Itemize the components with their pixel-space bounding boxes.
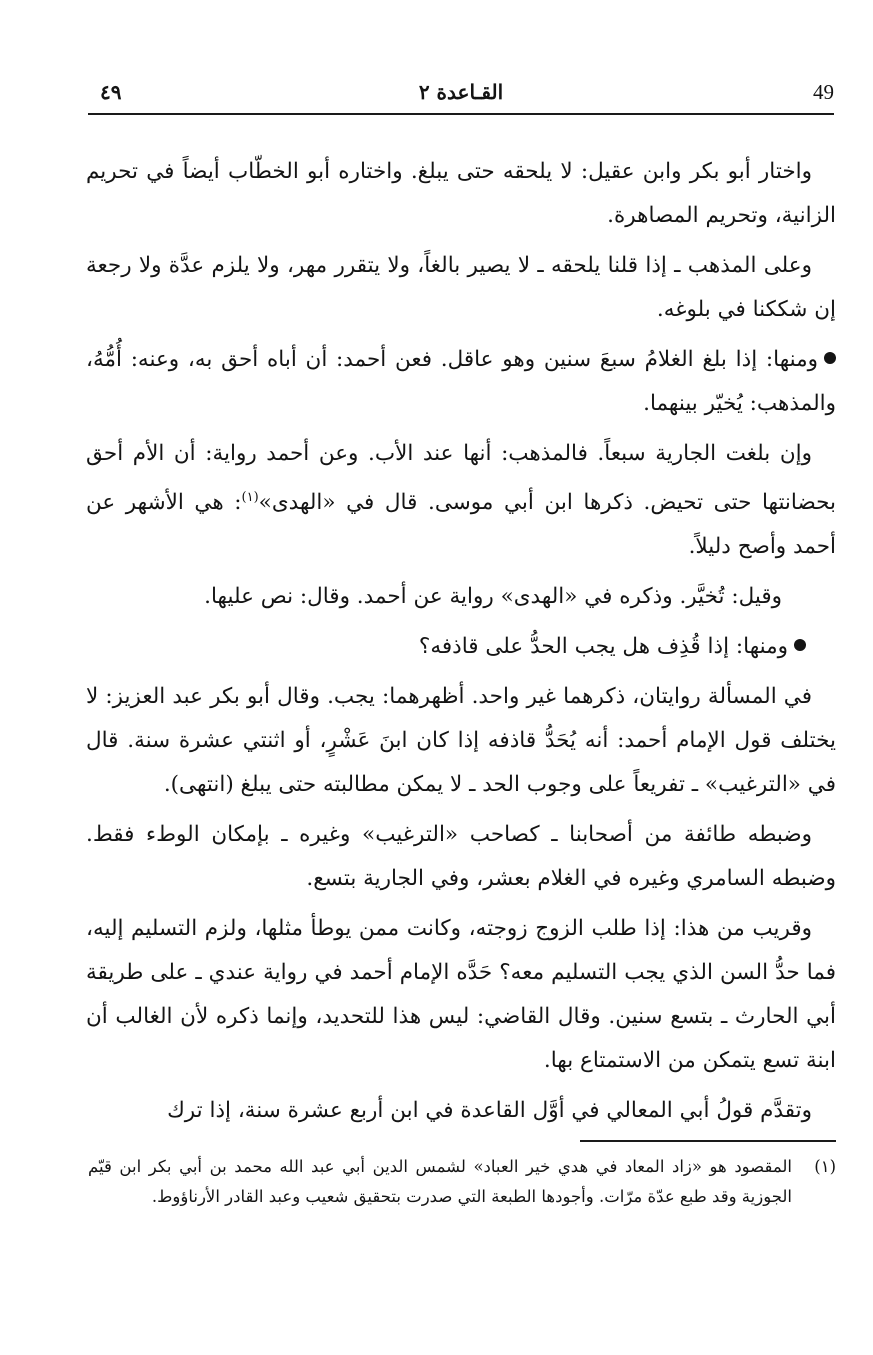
paragraph — [86, 432, 836, 569]
main-text — [86, 150, 836, 1139]
page-number-latin: 49 — [813, 80, 834, 104]
page-number-arabic: ٤٩ — [100, 80, 122, 104]
paragraph: وضبطه طائفة من أصحابنا ـ كصاحب «الترغيب» وغيره ـ بإمكان الوطء فقط. وضبطه السامري وغيره في الغلام بعشر، وفي الجارية بتسع. — [86, 822, 836, 892]
footnote-reference: (١) — [241, 490, 259, 505]
footnote — [88, 1152, 836, 1212]
paragraph-text: وإن بلغت الجارية سبعاً. فالمذهب: أنها عند الأب. وعن أحمد رواية: أن الأم أحق بحضانتها حتى تحيض. ذكرها ابن أبي موسى. قال في «الهدى» — [86, 441, 836, 516]
footnote-rule — [580, 1140, 836, 1142]
header-rule — [88, 113, 834, 115]
bullet-icon — [824, 352, 836, 364]
bullet-paragraph — [86, 625, 806, 669]
paragraph: واختار أبو بكر وابن عقيل: لا يلحقه حتى يبلغ. واختاره أبو الخطّاب أيضاً في تحريم الزانية، وتحريم المصاهرة. — [86, 159, 836, 228]
paragraph-text: ومنها: إذا بلغ الغلامُ سبعَ سنين وهو عاقل. فعن أحمد: أن أباه أحق به، وعنه: أُمُّهُ، والمذهب: يُخيّر بينهما. — [86, 347, 836, 416]
paragraph-text: ومنها: إذا قُذِف هل يجب الحدُّ على قاذفه؟ — [418, 634, 788, 660]
paragraph: في المسألة روايتان، ذكرهما غير واحد. أظهرهما: يجب. وقال أبو بكر عبد العزيز: لا يختلف قول الإمام أحمد: أنه يُحَدُّ قاذفه إذا كان ابنَ عَشْرٍ، أو اثنتي عشرة سنة. قال في «الترغيب» ـ تفريعاً على وجوب الحد ـ لا يمكن مطالبته حتى يبلغ (انتهى). — [86, 684, 836, 798]
paragraph: وتقدَّم قولُ أبي المعالي في أوَّل القاعدة في ابن أربع عشرة سنة، إذا ترك — [167, 1098, 812, 1124]
paragraph: وقريب من هذا: إذا طلب الزوج زوجته، وكانت ممن يوطأ مثلها، ولزم التسليم إليه، فما حدُّ السن الذي يجب التسليم معه؟ حَدَّه الإمام أحمد في رواية عندي ـ على طريقة أبي الحارث ـ بتسع سنين. وقال القاضي: ليس هذا للتحديد، وإنما ذكره لأن الغالب أن ابنة تسع يتمكن من الاستمتاع بها. — [86, 916, 836, 1074]
page-header — [88, 78, 834, 110]
paragraph: وقيل: تُخيَّر. وذكره في «الهدى» رواية عن أحمد. وقال: نص عليها. — [204, 584, 782, 610]
footnote-text: المقصود هو «زاد المعاد في هدي خير العباد» لشمس الدين أبي عبد الله محمد بن أبي بكر ابن قيّم الجوزية وقد طبع عدّة مرّات. وأجودها الطبعة التي صدرت بتحقيق شعيب وعبد القادر الأرناؤوط. — [88, 1157, 792, 1206]
bullet-icon — [794, 639, 806, 651]
footnote-number: (١) — [814, 1157, 836, 1176]
bullet-paragraph — [86, 338, 836, 426]
running-title: القـاعدة ٢ — [418, 80, 504, 104]
paragraph: وعلى المذهب ـ إذا قلنا يلحقه ـ لا يصير بالغاً، ولا يتقرر مهر، ولا يلزم عدَّة ولا رجعة إن شككنا في بلوغه. — [86, 253, 836, 322]
paragraph-text: : هي الأشهر عن أحمد وأصح دليلاً. — [86, 490, 836, 560]
